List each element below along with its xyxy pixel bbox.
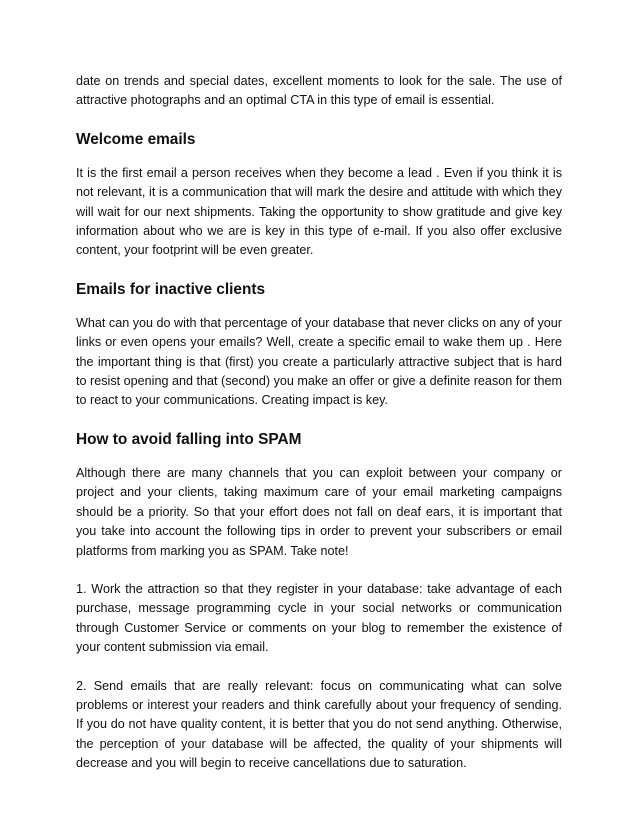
- intro-paragraph: date on trends and special dates, excellent moments to look for the sale. The use of attractive photographs and an optimal CTA in this type of email is essential.: [76, 74, 562, 108]
- heading-welcome-emails: Welcome emails: [76, 130, 196, 148]
- document-page: [76, 72, 562, 774]
- paragraph-tip-2: 2. Send emails that are really relevant: focus on communicating what can solve problems or interest your readers and think carefully about your frequency of sending. If you do not have quality content, it is better that you do not send anything. Otherwise, the perception of your database will be affected, the quality of your shipments will decrease and you will begin to receive cancellations due to saturation.: [76, 678, 562, 771]
- heading-avoid-spam: How to avoid falling into SPAM: [76, 430, 302, 448]
- paragraph-tip-1: 1. Work the attraction so that they register in your database: take advantage of each purchase, message programming cycle in your social networks or communication through Customer Service or comments on your blog to remember the existence of your content submission via email.: [76, 581, 562, 655]
- heading-inactive-clients: Emails for inactive clients: [76, 280, 266, 298]
- paragraph-welcome-emails: It is the first email a person receives when they become a lead . Even if you think it is not relevant, it is a communication that will mark the desire and attitude with which they will wait for our next shipments. Taking the opportunity to show gratitude and give key information about who we are is key in this type of e-mail. If you also offer exclusive content, your footprint will be even greater.: [76, 165, 562, 258]
- paragraph-inactive-clients: What can you do with that percentage of your database that never clicks on any of your links or even opens your emails? Well, create a specific email to wake them up . Here the important thing is that (first) you create a particularly attractive subject that is hard to resist opening and that (second) you make an offer or give a definite reason for them to react to your communications. Creating impact is key.: [76, 315, 562, 408]
- paragraph-avoid-spam-intro: Although there are many channels that you can exploit between your company or project and your clients, taking maximum care of your email marketing campaigns should be a priority. So that your effort does not fall on deaf ears, it is important that you take into account the following tips in order to prevent your subscribers or email platforms from marking you as SPAM. Take note!: [76, 465, 562, 558]
